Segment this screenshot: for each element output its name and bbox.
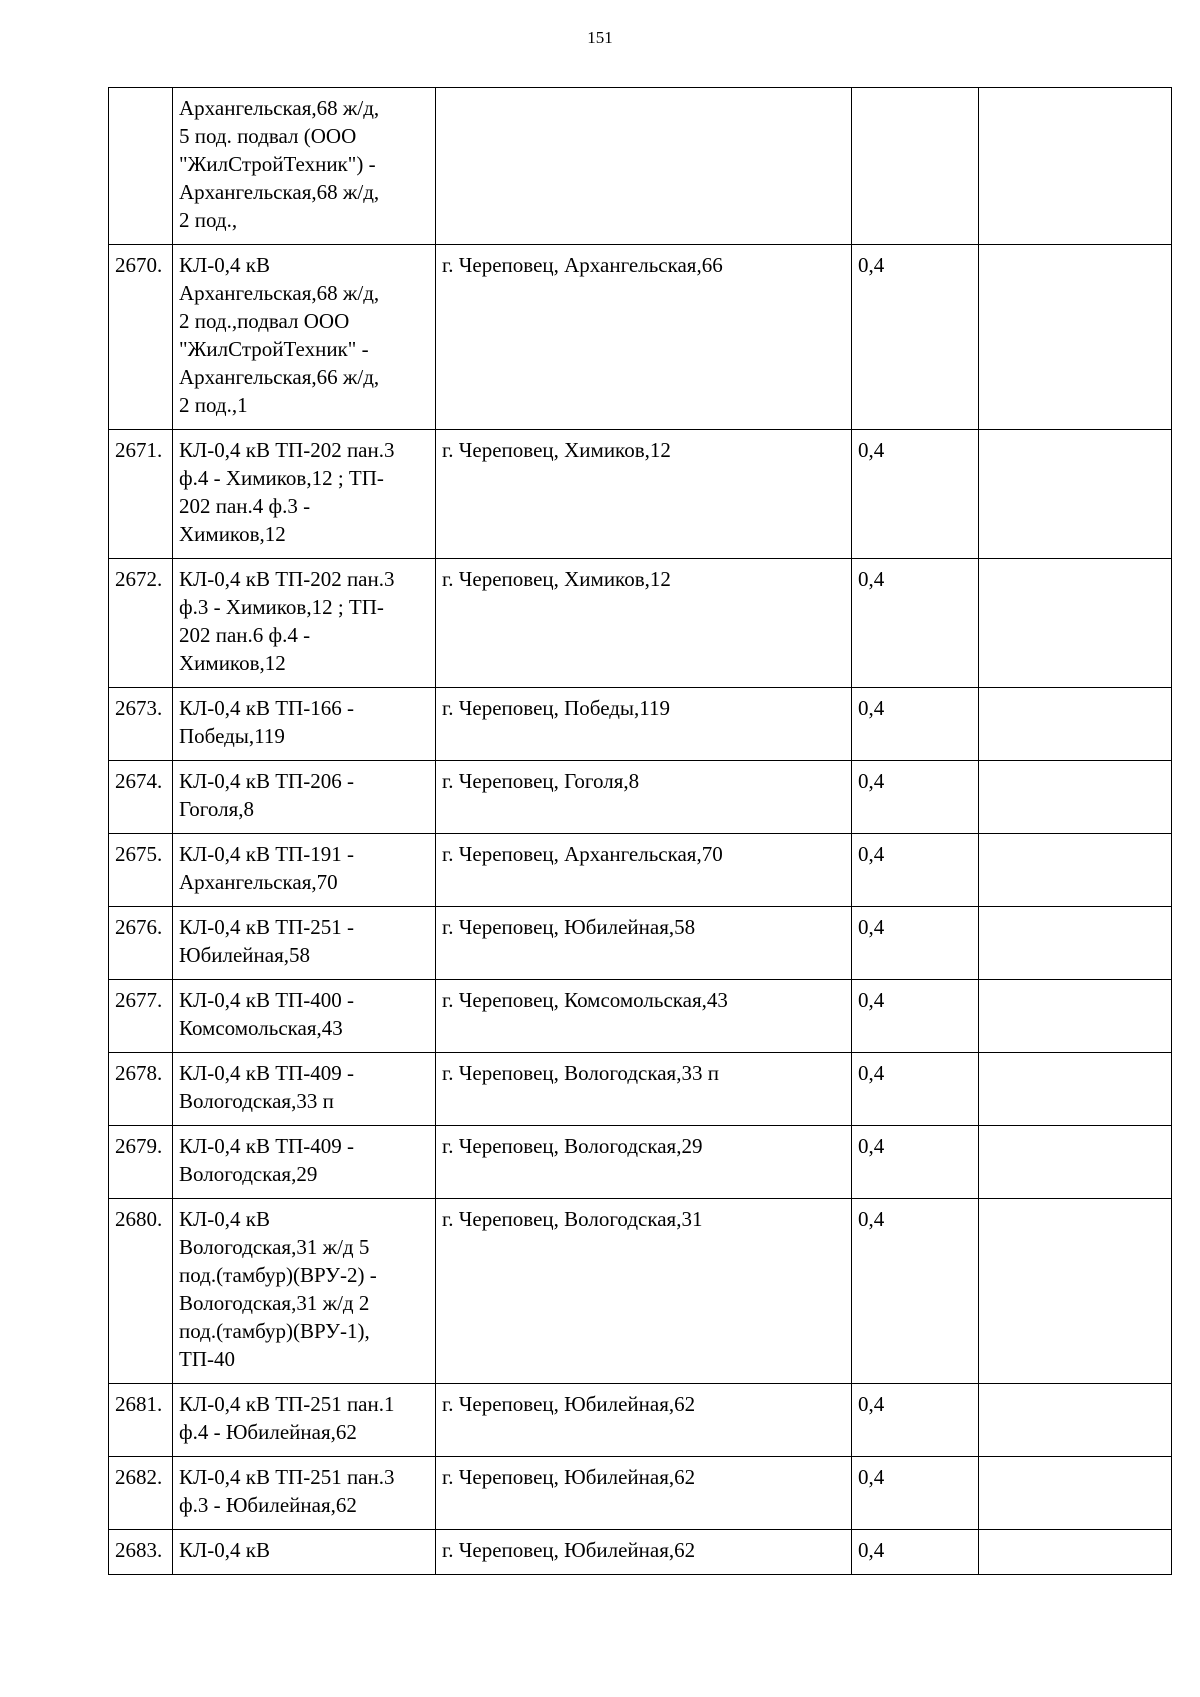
extra-column-cell [979, 907, 1172, 980]
location-address: г. Череповец, Вологодская,29 [436, 1126, 852, 1199]
voltage-kv: 0,4 [852, 907, 979, 980]
table-row [109, 980, 1172, 1053]
table-row [109, 88, 1172, 245]
table-row [109, 761, 1172, 834]
extra-column-cell [979, 761, 1172, 834]
voltage-kv: 0,4 [852, 559, 979, 688]
extra-column-cell [979, 1457, 1172, 1530]
cable-line-name: КЛ-0,4 кВ ТП-400 - Комсомольская,43 [173, 980, 436, 1053]
table-row [109, 559, 1172, 688]
row-number: 2672. [109, 559, 173, 688]
cable-registry-table [108, 87, 1172, 1575]
voltage-kv: 0,4 [852, 1457, 979, 1530]
voltage-kv [852, 88, 979, 245]
cable-line-name: Архангельская,68 ж/д, 5 под. подвал (ООО "ЖилСтройТехник") - Архангельская,68 ж/д, 2 под., [173, 88, 436, 245]
cable-line-name: КЛ-0,4 кВ Архангельская,68 ж/д, 2 под.,подвал ООО "ЖилСтройТехник" - Архангельская,66 ж/д, 2 под.,1 [173, 245, 436, 430]
row-number: 2681. [109, 1384, 173, 1457]
table-row [109, 1126, 1172, 1199]
row-number [109, 88, 173, 245]
table-row [109, 245, 1172, 430]
cable-line-name: КЛ-0,4 кВ ТП-202 пан.3 ф.4 - Химиков,12 ; ТП- 202 пан.4 ф.3 - Химиков,12 [173, 430, 436, 559]
table-row [109, 834, 1172, 907]
table-row [109, 1457, 1172, 1530]
row-number: 2674. [109, 761, 173, 834]
location-address: г. Череповец, Комсомольская,43 [436, 980, 852, 1053]
cable-line-name: КЛ-0,4 кВ ТП-251 - Юбилейная,58 [173, 907, 436, 980]
cable-line-name: КЛ-0,4 кВ ТП-409 - Вологодская,33 п [173, 1053, 436, 1126]
cable-line-name: КЛ-0,4 кВ ТП-191 - Архангельская,70 [173, 834, 436, 907]
location-address: г. Череповец, Химиков,12 [436, 430, 852, 559]
extra-column-cell [979, 1199, 1172, 1384]
page-number: 151 [587, 28, 613, 47]
extra-column-cell [979, 245, 1172, 430]
voltage-kv: 0,4 [852, 834, 979, 907]
extra-column-cell [979, 559, 1172, 688]
row-number: 2680. [109, 1199, 173, 1384]
location-address: г. Череповец, Юбилейная,62 [436, 1530, 852, 1575]
table-row [109, 688, 1172, 761]
extra-column-cell [979, 88, 1172, 245]
cable-line-name: КЛ-0,4 кВ Вологодская,31 ж/д 5 под.(тамбур)(ВРУ-2) - Вологодская,31 ж/д 2 под.(тамбур)(ВРУ-1), ТП-40 [173, 1199, 436, 1384]
extra-column-cell [979, 1053, 1172, 1126]
voltage-kv: 0,4 [852, 1384, 979, 1457]
location-address: г. Череповец, Вологодская,33 п [436, 1053, 852, 1126]
location-address: г. Череповец, Архангельская,66 [436, 245, 852, 430]
table-row [109, 1199, 1172, 1384]
extra-column-cell [979, 980, 1172, 1053]
row-number: 2670. [109, 245, 173, 430]
location-address: г. Череповец, Вологодская,31 [436, 1199, 852, 1384]
extra-column-cell [979, 1530, 1172, 1575]
table-body [109, 88, 1172, 1575]
cable-line-name: КЛ-0,4 кВ ТП-166 - Победы,119 [173, 688, 436, 761]
location-address [436, 88, 852, 245]
voltage-kv: 0,4 [852, 980, 979, 1053]
location-address: г. Череповец, Юбилейная,58 [436, 907, 852, 980]
extra-column-cell [979, 1126, 1172, 1199]
row-number: 2683. [109, 1530, 173, 1575]
location-address: г. Череповец, Юбилейная,62 [436, 1384, 852, 1457]
voltage-kv: 0,4 [852, 430, 979, 559]
extra-column-cell [979, 834, 1172, 907]
table-row [109, 1530, 1172, 1575]
voltage-kv: 0,4 [852, 1126, 979, 1199]
row-number: 2679. [109, 1126, 173, 1199]
table-row [109, 1053, 1172, 1126]
location-address: г. Череповец, Архангельская,70 [436, 834, 852, 907]
cable-line-name: КЛ-0,4 кВ ТП-206 - Гоголя,8 [173, 761, 436, 834]
table-row [109, 907, 1172, 980]
cable-line-name: КЛ-0,4 кВ ТП-251 пан.3 ф.3 - Юбилейная,62 [173, 1457, 436, 1530]
extra-column-cell [979, 688, 1172, 761]
location-address: г. Череповец, Победы,119 [436, 688, 852, 761]
cable-line-name: КЛ-0,4 кВ ТП-409 - Вологодская,29 [173, 1126, 436, 1199]
voltage-kv: 0,4 [852, 245, 979, 430]
cable-line-name: КЛ-0,4 кВ ТП-202 пан.3 ф.3 - Химиков,12 ; ТП- 202 пан.6 ф.4 - Химиков,12 [173, 559, 436, 688]
row-number: 2678. [109, 1053, 173, 1126]
voltage-kv: 0,4 [852, 761, 979, 834]
location-address: г. Череповец, Юбилейная,62 [436, 1457, 852, 1530]
row-number: 2671. [109, 430, 173, 559]
row-number: 2676. [109, 907, 173, 980]
row-number: 2675. [109, 834, 173, 907]
table-row [109, 1384, 1172, 1457]
voltage-kv: 0,4 [852, 1199, 979, 1384]
voltage-kv: 0,4 [852, 1530, 979, 1575]
table-row [109, 430, 1172, 559]
extra-column-cell [979, 430, 1172, 559]
location-address: г. Череповец, Химиков,12 [436, 559, 852, 688]
cable-line-name: КЛ-0,4 кВ ТП-251 пан.1 ф.4 - Юбилейная,62 [173, 1384, 436, 1457]
row-number: 2677. [109, 980, 173, 1053]
voltage-kv: 0,4 [852, 688, 979, 761]
location-address: г. Череповец, Гоголя,8 [436, 761, 852, 834]
row-number: 2682. [109, 1457, 173, 1530]
row-number: 2673. [109, 688, 173, 761]
extra-column-cell [979, 1384, 1172, 1457]
cable-line-name: КЛ-0,4 кВ [173, 1530, 436, 1575]
voltage-kv: 0,4 [852, 1053, 979, 1126]
